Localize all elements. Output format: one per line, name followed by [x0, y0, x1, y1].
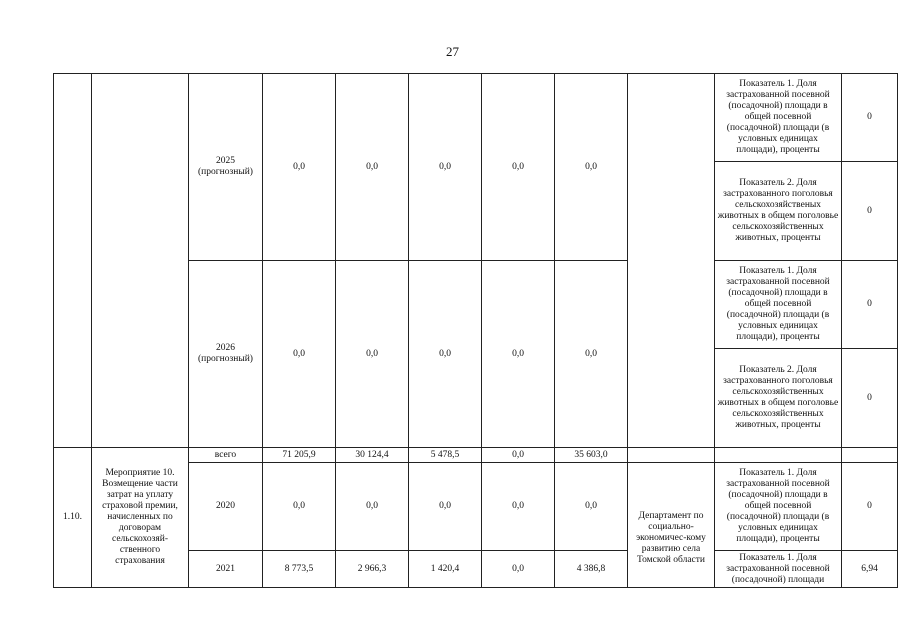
- value-cell: 0,0: [482, 463, 555, 551]
- value-cell: 0,0: [336, 261, 409, 448]
- value-cell: 0,0: [336, 74, 409, 261]
- indicator-value: 6,94: [842, 551, 898, 588]
- measure-cell: [92, 74, 189, 448]
- value-cell: 2 966,3: [336, 551, 409, 588]
- table-row: [54, 74, 898, 162]
- value-cell: 0,0: [555, 74, 628, 261]
- indicator-empty: [715, 448, 842, 463]
- page-number: 27: [446, 44, 459, 59]
- total-label: всего: [189, 448, 263, 463]
- value-cell: 0,0: [555, 261, 628, 448]
- value-cell: 0,0: [482, 74, 555, 261]
- total-value: 35 603,0: [555, 448, 628, 463]
- executor-empty: [628, 448, 715, 463]
- indicator-text: Показатель 1. Доля застрахованной посевной (посадочной) площади в общей посевной (посадочной) площади (в условных единицах площади), проценты: [715, 463, 842, 551]
- indicator-text: Показатель 1. Доля застрахованной посевной (посадочной) площади в общей посевной (посадочной) площади (в условных единицах площади), проценты: [715, 261, 842, 349]
- indicator-value: 0: [842, 463, 898, 551]
- total-value: 0,0: [482, 448, 555, 463]
- indicator-empty: [842, 448, 898, 463]
- value-cell: 0,0: [409, 463, 482, 551]
- value-cell: 0,0: [409, 261, 482, 448]
- indicator-value: 0: [842, 74, 898, 162]
- indicator-value: 0: [842, 261, 898, 349]
- number-cell: [54, 74, 92, 448]
- indicator-text: Показатель 2. Доля застрахованного поголовья сельскохозяйственых животных в общем поголовье сельскохозяйственных животных, проценты: [715, 162, 842, 261]
- value-cell: 0,0: [263, 463, 336, 551]
- executor-cell: [628, 74, 715, 448]
- indicator-text: Показатель 2. Доля застрахованного поголовья сельскохозяйственных животных в общем поголовье сельскохозяйственных животных, проценты: [715, 349, 842, 448]
- measure-title: Мероприятие 10. Возмещение части затрат на уплату страховой премии, начисленных по договорам сельскохозяй-ственного страхования: [92, 448, 189, 588]
- value-cell: 0,0: [482, 551, 555, 588]
- indicator-value: 0: [842, 162, 898, 261]
- value-cell: 0,0: [409, 74, 482, 261]
- value-cell: 0,0: [482, 261, 555, 448]
- value-cell: 4 386,8: [555, 551, 628, 588]
- year-cell: 2025 (прогнозный): [189, 74, 263, 261]
- program-table: [53, 73, 898, 588]
- value-cell: 8 773,5: [263, 551, 336, 588]
- value-cell: 0,0: [555, 463, 628, 551]
- value-cell: 0,0: [263, 261, 336, 448]
- total-value: 30 124,4: [336, 448, 409, 463]
- executor-name: Департамент по социально-экономичес-кому развитию села Томской области: [628, 463, 715, 588]
- value-cell: 0,0: [263, 74, 336, 261]
- total-value: 71 205,9: [263, 448, 336, 463]
- indicator-value: 0: [842, 349, 898, 448]
- year-cell: 2026 (прогнозный): [189, 261, 263, 448]
- indicator-text: Показатель 1. Доля застрахованной посевной (посадочной) площади: [715, 551, 842, 588]
- indicator-text: Показатель 1. Доля застрахованной посевной (посадочной) площади в общей посевной (посадочной) площади (в условных единицах площади), проценты: [715, 74, 842, 162]
- total-value: 5 478,5: [409, 448, 482, 463]
- table-row: [54, 448, 898, 463]
- value-cell: 1 420,4: [409, 551, 482, 588]
- year-cell: 2020: [189, 463, 263, 551]
- year-cell: 2021: [189, 551, 263, 588]
- value-cell: 0,0: [336, 463, 409, 551]
- measure-number: 1.10.: [54, 448, 92, 588]
